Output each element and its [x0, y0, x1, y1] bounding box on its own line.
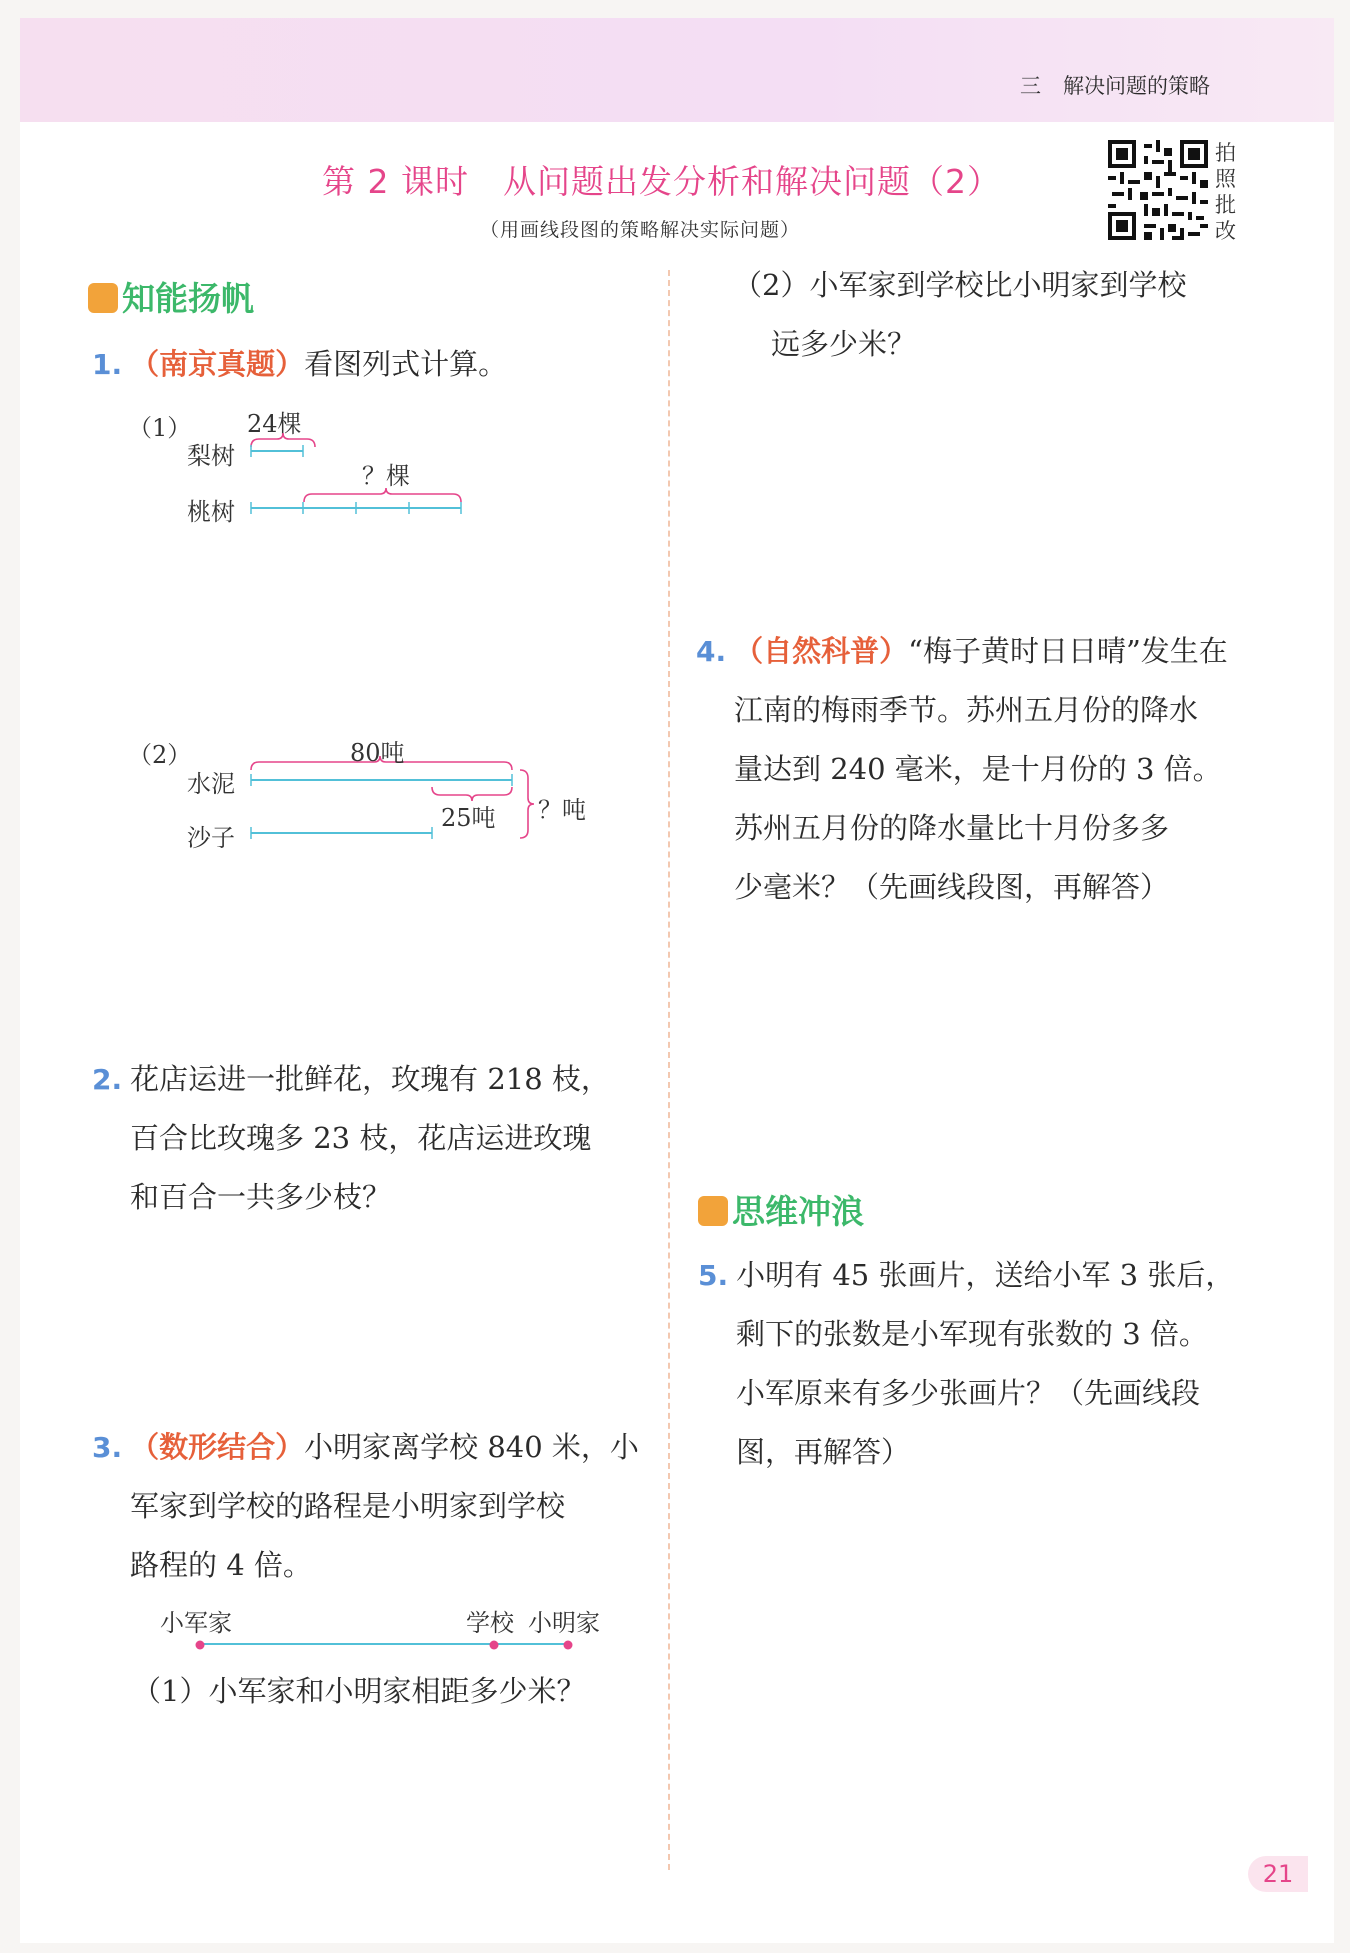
row-label-sand: 沙子	[187, 824, 235, 852]
question-tag: （南京真题）	[130, 347, 305, 381]
section-heading-text: 知能扬帆	[122, 279, 254, 318]
chapter-number: 三	[1020, 74, 1041, 98]
question-line: 花店运进一批鲜花，玫瑰有 218 枝，	[130, 1062, 610, 1096]
question-line: （2）小军家到学校比小明家到学校	[733, 268, 1187, 302]
question-tag: （自然科普）	[734, 634, 909, 668]
lesson-topic: 从问题出发分析和解决问题（2）	[502, 162, 1001, 201]
question-line: 江南的梅雨季节。苏州五月份的降水	[734, 693, 1199, 727]
lesson-number: 第 2 课时	[322, 162, 469, 201]
question-line: 少毫米？（先画线段图，再解答）	[734, 870, 1170, 904]
brace-label-80: 80吨	[350, 739, 405, 767]
question-3-part-1: （1）小军家和小明家相距多少米？	[132, 1674, 586, 1708]
question-line: 苏州五月份的降水量比十月份多多	[734, 811, 1170, 845]
question-3	[92, 1418, 639, 1595]
question-line: 和百合一共多少枝？	[130, 1180, 392, 1214]
point-label-xiaojun: 小军家	[160, 1609, 232, 1637]
chapter-title: 解决问题的策略	[1063, 74, 1210, 98]
question-line: 远多少米？	[771, 327, 917, 361]
question-line: 路程的 4 倍。	[130, 1548, 312, 1582]
question-line: 百合比玫瑰多 23 枝，花店运进玫瑰	[130, 1121, 592, 1155]
point-label-school: 学校	[466, 1609, 514, 1637]
question-number: 5.	[698, 1259, 729, 1292]
part-label: （1）	[128, 414, 192, 442]
question-4	[696, 622, 1228, 917]
question-tag: （数形结合）	[130, 1430, 305, 1464]
brace-label-24: 24棵	[247, 410, 302, 438]
question-line: 小军原来有多少张画片？（先画线段	[736, 1376, 1201, 1410]
question-line: 量达到 240 毫米，是十月份的 3 倍。	[734, 752, 1222, 786]
question-line: 剩下的张数是小军现有张数的 3 倍。	[736, 1317, 1208, 1351]
question-number: 4.	[696, 635, 727, 668]
question-line: 军家到学校的路程是小明家到学校	[130, 1489, 566, 1523]
page-number: 21	[1248, 1856, 1308, 1892]
question-3-part-2	[733, 256, 1186, 374]
question-2	[92, 1050, 610, 1227]
question-5	[698, 1246, 1234, 1482]
section-heading-siwei	[698, 1186, 864, 1233]
question-text: 看图列式计算。	[304, 347, 508, 381]
lesson-subtitle: （用画线段图的策略解决实际问题）	[480, 219, 801, 241]
question-number: 2.	[92, 1063, 123, 1096]
brace-label-total: ？吨	[538, 796, 586, 824]
row-label-cement: 水泥	[187, 770, 235, 798]
row-label-peach: 桃树	[187, 498, 235, 526]
question-line: 小明家离学校 840 米，小	[304, 1430, 639, 1464]
point-label-xiaoming: 小明家	[528, 1609, 600, 1637]
brace-label-question: ？棵	[362, 462, 410, 490]
row-label-pear: 梨树	[187, 442, 235, 470]
question-number: 3.	[92, 1431, 123, 1464]
section-heading-text: 思维冲浪	[732, 1192, 864, 1231]
qr-label[interactable]: 拍照批改	[1215, 141, 1236, 243]
wave-icon	[698, 1196, 728, 1226]
question-line: 图，再解答）	[736, 1435, 911, 1469]
question-line: “梅子黄时日日晴”发生在	[908, 634, 1228, 668]
brace-label-25: 25吨	[441, 804, 496, 832]
part-label: （2）	[128, 741, 192, 769]
question-line: 小明有 45 张画片，送给小军 3 张后，	[736, 1258, 1235, 1292]
question-number: 1.	[92, 348, 123, 381]
